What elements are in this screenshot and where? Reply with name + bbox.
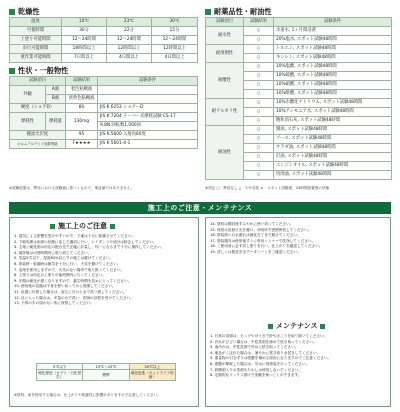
properties-cell: F★★★★ <box>66 140 98 149</box>
temperature-note: 標準 <box>83 370 129 381</box>
properties-condition: 9.8N 回転数1,000回 <box>98 122 198 131</box>
drying-row <box>10 36 198 45</box>
resistance-row-label: 耐アルカリ性 <box>206 99 244 126</box>
list-item: 1. 日常の清掃は、モップやほうきで砂やほこりを取り除いてください。 <box>210 334 328 338</box>
properties-header-cell: 試験条件 <box>98 77 198 86</box>
resistance-header-cell: 試験項目 <box>206 18 244 27</box>
resistance-result: ○ <box>244 90 274 99</box>
resistance-row-label: 耐水性 <box>206 27 244 45</box>
resistance-result: ○ <box>244 54 274 63</box>
properties-table <box>9 76 198 149</box>
resistance-result: ○ <box>244 27 274 36</box>
section-bullet-icon <box>320 324 325 329</box>
drying-title-text: 乾燥性 <box>18 7 40 16</box>
resistance-result: ○ <box>244 99 274 108</box>
resistance-result: ○ <box>244 162 274 171</box>
properties-title-text: 性状・一般物性 <box>18 66 69 75</box>
resistance-result: ○ <box>244 144 274 153</box>
drying-cell: 4日間以上 <box>107 54 152 63</box>
properties-section-title <box>9 66 68 75</box>
properties-row <box>10 104 198 113</box>
resistance-result: ○ <box>244 135 274 144</box>
properties-row <box>10 86 198 95</box>
temperature-note: 硬化促進（ポットライフ短縮） <box>130 370 174 380</box>
temperature-row <box>37 370 176 381</box>
list-item: 3. 油汚れは、中性洗剤で早めに拭き取ってください。 <box>210 345 299 350</box>
resistance-condition: 10%水酸化ナトリウム, スポット試験48時間 <box>274 99 392 108</box>
caution-title <box>50 222 115 231</box>
properties-note: ※試験結果は、弊社における試験値に基づくもので、保証値ではありません。 <box>9 186 135 190</box>
resistance-row <box>206 99 392 108</box>
list-item: 15. 保管は直射日光を避け、冷暗所で密閉保管してください。 <box>210 227 312 232</box>
resistance-result: ○ <box>244 72 274 81</box>
drying-cell: 7日間以上 <box>62 54 107 63</box>
section-bullet-icon <box>110 224 115 229</box>
properties-header-cell: 試験項目 <box>10 77 66 86</box>
temperature-cell: 15℃〜25℃ <box>83 364 129 370</box>
properties-cell: 着色粘稠液 <box>66 86 98 95</box>
caution-panel <box>9 217 199 407</box>
maintenance-title <box>268 322 325 331</box>
drying-header-cell: 10℃ <box>62 18 107 27</box>
resistance-section-title <box>205 7 272 16</box>
drying-row <box>10 45 198 54</box>
resistance-condition: ソース, スポット試験48時間 <box>274 135 392 144</box>
resistance-result: ○ <box>244 45 274 54</box>
resistance-condition: サラダ油, スポット試験48時間 <box>274 144 392 153</box>
drying-row-label: 上塗り可能時間 <box>10 36 62 45</box>
properties-header-row <box>10 77 198 86</box>
resistance-condition: 醤油, スポット試験48時間 <box>274 126 392 135</box>
drying-row-label: 重作業可能時間 <box>10 54 62 63</box>
resistance-header-row <box>206 18 392 27</box>
resistance-condition: 水道水, 1ヶ月間浸漬 <box>274 27 392 36</box>
resistance-row <box>206 27 392 36</box>
properties-cell: 130mg <box>66 113 98 131</box>
drying-row <box>10 54 198 63</box>
list-item: 11. 皮膚に付着した場合は、直ちに石けん水で洗い流してください。 <box>14 289 127 294</box>
list-item: 6. 塗膜が摩耗した場合は、早めに再塗装を行ってください。 <box>210 361 310 366</box>
properties-row-label: ホルムアルデヒド放散等級 <box>10 140 66 149</box>
list-item: 9. 冬期は硬化が遅くなりますので、養生時間を長めにとってください。 <box>14 278 132 283</box>
properties-condition: JIS K 5601-4-1 <box>98 140 198 149</box>
properties-condition: JIS K 5600 入射角60度 <box>98 131 198 140</box>
resistance-result: ○ <box>244 81 274 90</box>
resistance-condition: 10%硫酸, スポット試験48時間 <box>274 72 392 81</box>
list-item: 4. 撹拌後は可使時間内に塗り終えてください。 <box>14 250 92 255</box>
resistance-condition: 20%塩水, スポット試験48時間 <box>274 36 392 45</box>
resistance-table <box>205 17 392 180</box>
properties-row <box>10 131 198 140</box>
resistance-condition: 10%酢酸, スポット試験48時間 <box>274 90 392 99</box>
resistance-row-label: 耐溶剤性 <box>206 45 244 63</box>
resistance-condition: キシレン, スポット試験48時間 <box>274 54 392 63</box>
drying-header-cell: 23℃ <box>107 18 152 27</box>
properties-row-label: 鏡面光沢度 <box>10 131 66 140</box>
drying-cell: 12〜24時間 <box>62 36 107 45</box>
resistance-condition: 10%硝酸, スポット試験48時間 <box>274 81 392 90</box>
resistance-header-cell: 試験条件 <box>274 18 392 27</box>
caution-footnote: ※塗料、床を使用する場合は、仕上がりや乾燥性に影響がありますので注意してください。 <box>14 393 161 397</box>
resistance-row <box>206 45 392 54</box>
drying-cell: 12時間以上 <box>152 45 198 54</box>
list-item: 2. 下地処理は床面の状態に応じて適切に行い、レイタンスや油分は除去してください。 <box>14 239 157 244</box>
list-item: 18. ご使用前に必ず試し塗りを行い、仕上がりを確認してください。 <box>210 244 323 249</box>
resistance-row-label: 耐油性 <box>206 126 244 180</box>
list-item: 2. 汚れがひどい場合は、中性洗剤を薄めて拭き取ってください。 <box>210 339 317 344</box>
properties-cell: 淡黄色粘稠液 <box>66 95 98 104</box>
resistance-result: ○ <box>244 36 274 45</box>
properties-row-label: 摩耗性 <box>10 113 46 131</box>
drying-row-label: 歩行可能時間 <box>10 45 62 54</box>
properties-sub-label: A液 <box>46 86 66 95</box>
resistance-title-text: 耐薬品性・耐油性 <box>214 7 272 16</box>
drying-header-row <box>10 18 198 27</box>
section-band <box>9 202 391 214</box>
list-item: 17. 塗装器具は使用後すぐに専用シンナーで洗浄してください。 <box>210 238 316 243</box>
properties-row <box>10 140 198 149</box>
drying-header-cell: 温度 <box>10 18 62 27</box>
resistance-result: ○ <box>244 171 274 180</box>
section-bullet-icon <box>9 9 15 15</box>
section-bullet-icon <box>50 224 55 229</box>
resistance-result: ○ <box>244 153 274 162</box>
resistance-condition: エンジンオイル, スポット試験48時間 <box>274 162 392 171</box>
resistance-condition: 10%塩酸, スポット試験48時間 <box>274 63 392 72</box>
list-item: 3. 主剤と硬化剤は所定の配合比で正確に計量し、均一になるまで十分に撹拌してください。 <box>14 245 165 250</box>
drying-cell: 12〜24時間 <box>152 36 198 45</box>
properties-row <box>10 113 198 122</box>
list-item: 1. 湿気による影響を受けやすいので、下地は十分に乾燥させてください。 <box>14 234 136 238</box>
list-item: 14. 塗料は開封後すみやかに使い切ってください。 <box>210 222 294 226</box>
drying-row <box>10 27 198 36</box>
section-bullet-icon <box>205 9 211 15</box>
drying-table <box>9 17 198 63</box>
list-item: 5. 気温5℃以下、湿度85%以上での施工は避けてください。 <box>14 256 114 261</box>
resistance-note: ※判定 ○：異常なし △：やや変化 ×：スポット試験後、24時間放置後の状態 <box>205 186 330 190</box>
band-title: 施工上のご注意・メンテナンス <box>147 203 253 212</box>
drying-cell: 15分 <box>152 27 198 36</box>
properties-condition: JIS K 7204 テーバー式摩耗試験 CS-17 <box>98 113 198 122</box>
caution-continued-list <box>210 222 388 256</box>
list-item: 7. 研磨剤入りの洗剤やたわしは使用しないでください。 <box>210 367 303 372</box>
list-item: 12. 目に入った場合は、多量の水で洗い、医師の診察を受けてください。 <box>14 295 134 300</box>
section-bullet-icon <box>9 68 15 74</box>
temperature-table <box>36 363 176 381</box>
list-item: 8. 定期的なワックス掛けで美観を保つことができます。 <box>210 373 302 378</box>
drying-cell: 4日間以上 <box>152 54 198 63</box>
resistance-row <box>206 63 392 72</box>
properties-row-label: 硬度（ショアD） <box>10 104 66 113</box>
section-bullet-icon <box>268 324 273 329</box>
properties-row-label: 外観 <box>10 86 46 104</box>
drying-cell: 12時間以上 <box>107 45 152 54</box>
list-item: 6. 塗装時・乾燥時は換気を十分に行い、火気を避けてください。 <box>14 261 121 266</box>
properties-sub-label: B液 <box>46 95 66 104</box>
resistance-condition: 10%アンモニア水, スポット試験48時間 <box>274 108 392 117</box>
drying-row-label: 可使時間 <box>10 27 62 36</box>
list-item: 5. 重量物の引きずりは塗膜を傷める原因になりますのでご注意ください。 <box>210 356 332 361</box>
properties-header-cell: 試験結果 <box>66 77 98 86</box>
resistance-result: ○ <box>244 63 274 72</box>
maintenance-title-text: メンテナンス <box>276 322 318 330</box>
drying-section-title <box>9 7 40 16</box>
drying-cell: 22分 <box>107 27 152 36</box>
maintenance-list <box>210 334 388 379</box>
resistance-row-label: 耐酸性 <box>206 63 244 99</box>
resistance-row <box>206 126 392 135</box>
temperature-cell: 30℃以上 <box>129 364 175 370</box>
list-item: 19. 詳しくは製品安全データシートをご確認ください。 <box>210 249 301 254</box>
caution-list <box>14 234 196 307</box>
list-item: 7. 溶剤を使用しますので、火気のない場所で取り扱ってください。 <box>14 267 125 272</box>
temperature-cell: 5℃以下 <box>37 364 83 370</box>
temperature-note: 硬化遅延（カブリ・白化発生） <box>38 370 82 380</box>
resistance-condition: 飽和消石灰, スポット試験48時間 <box>274 117 392 126</box>
resistance-condition: 灯油, スポット試験48時間 <box>274 153 392 162</box>
properties-condition <box>98 86 198 95</box>
drying-header-cell: 30℃ <box>152 18 198 27</box>
resistance-result: ○ <box>244 108 274 117</box>
drying-cell: 18時間以上 <box>62 45 107 54</box>
resistance-result: ○ <box>244 117 274 126</box>
list-item: 8. 上塗りは所定の上塗り可能時間内に行ってください。 <box>14 273 107 278</box>
resistance-condition: トルエン, スポット試験48時間 <box>274 45 392 54</box>
list-item: 16. 塗装面への水濡れは硬化完了まで避けてください。 <box>210 233 301 238</box>
resistance-result: ○ <box>244 126 274 135</box>
list-item: 10. 使用後の容器は中身を使い切ってから廃棄してください。 <box>14 284 116 289</box>
properties-condition: JIS K 6253 ショアーD <box>98 104 198 113</box>
drying-cell: 30分 <box>62 27 107 36</box>
properties-cell: 80 <box>66 104 98 113</box>
properties-cell: 95 <box>66 131 98 140</box>
resistance-header-cell: 試験結果 <box>244 18 274 27</box>
list-item: 13. 子供の手の届かない所に保管してください。 <box>14 301 94 306</box>
caution-title-text: 施工上のご注意 <box>58 222 107 230</box>
resistance-condition: 切削油, スポット試験48時間 <box>274 171 392 180</box>
drying-cell: 12〜24時間 <box>107 36 152 45</box>
right-panel <box>205 217 391 407</box>
properties-condition <box>98 95 198 104</box>
properties-sub-label: 摩耗量 <box>46 113 66 131</box>
list-item: 4. 薬品がこぼれた場合は、速やかに拭き取り水拭きしてください。 <box>210 350 321 355</box>
